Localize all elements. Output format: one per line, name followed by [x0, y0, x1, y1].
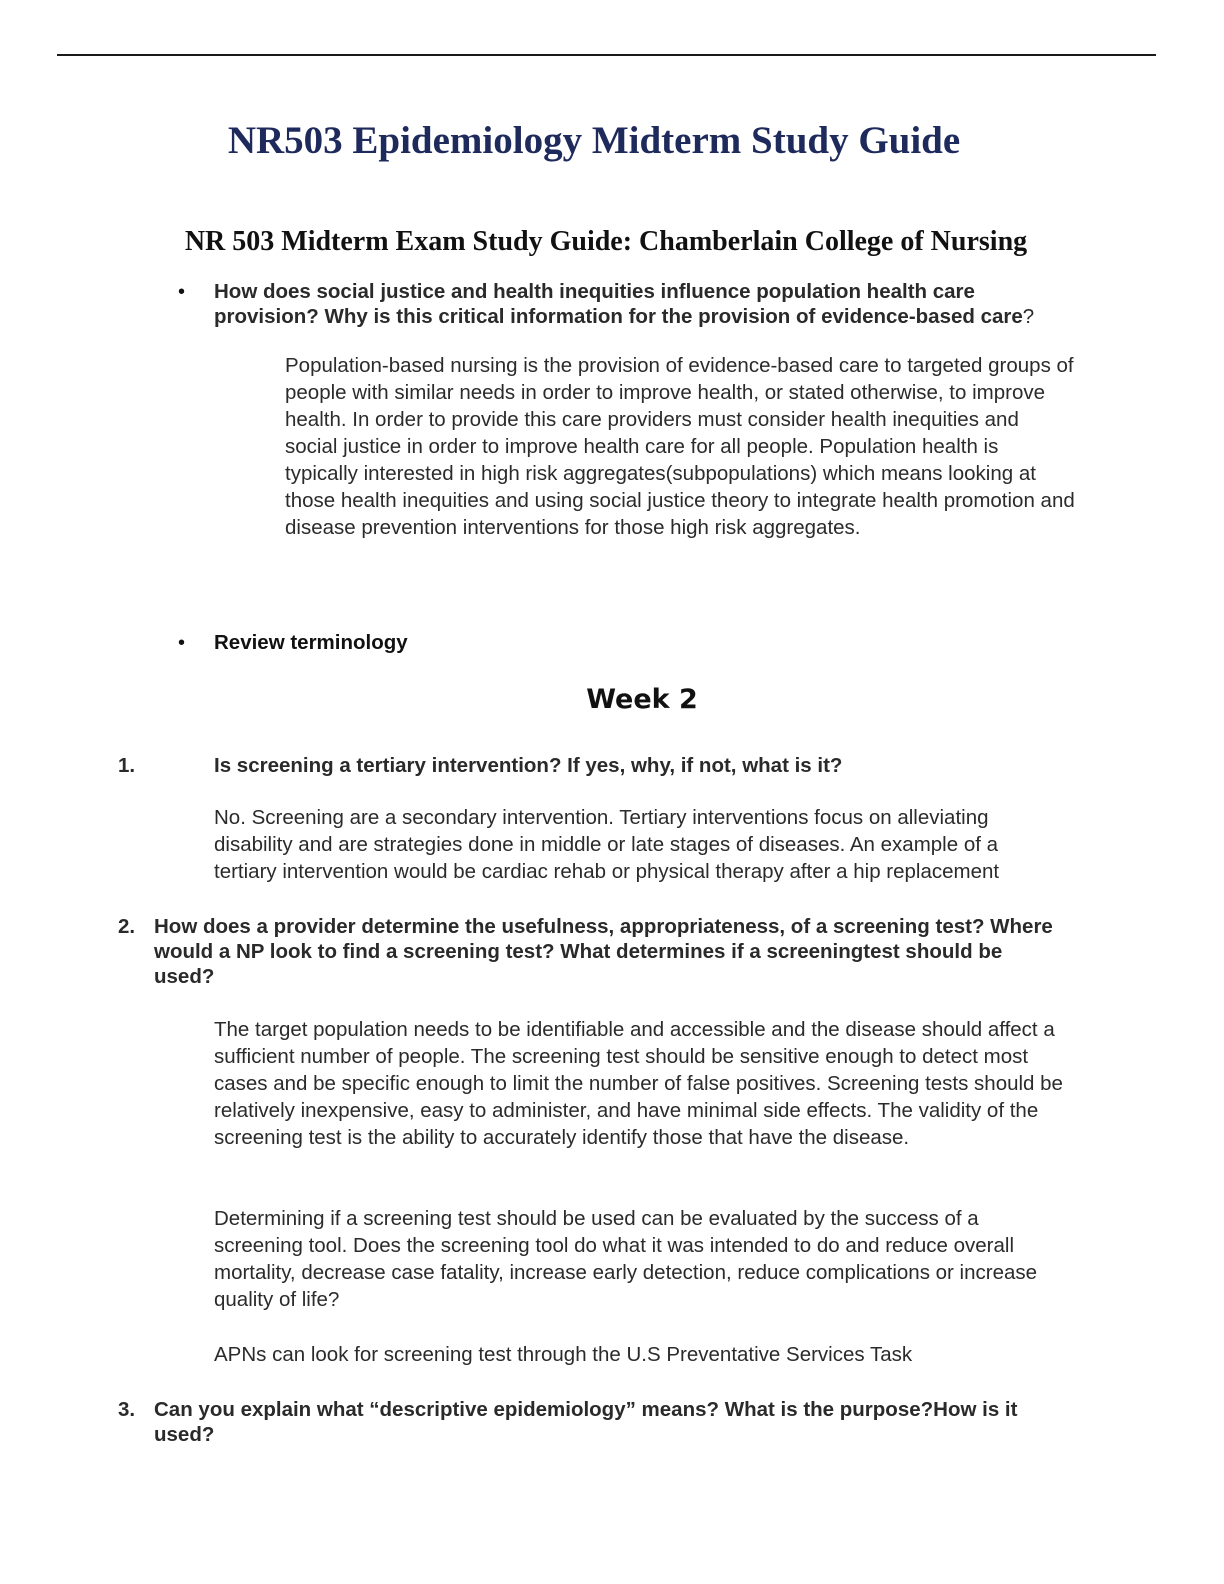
bullet-marker: • [178, 632, 186, 654]
answer-2-paragraph-1: The target population needs to be identifiable and accessible and the disease should affect a sufficient number of people. The screening test should be sensitive enough to detect most cases and be specific enough to limit the number of false positives. Screening tests should be relatively inexpensive, easy to administer, and have minimal side effects. The validity of the screening test is the ability to accurately identify those that have the disease. [214, 1018, 1063, 1149]
week-heading: Week 2 [586, 684, 698, 715]
bullet-review-terminology: Review terminology [214, 631, 408, 654]
question-3-text: Can you explain what “descriptive epidemiology” means? What is the purpose?How is it used? [154, 1398, 1018, 1446]
document-title: NR503 Epidemiology Midterm Study Guide [227, 119, 961, 162]
question-number: 1. [118, 754, 136, 777]
bullet-marker: • [178, 281, 186, 303]
question-mark: ? [1022, 305, 1035, 328]
question-2-text: How does a provider determine the usefulness, appropriateness, of a screening test? Where would a NP look to find a screening test? What determines if a screeningtest should be used? [154, 915, 1053, 988]
top-horizontal-rule [57, 54, 1156, 56]
question-number: 3. [118, 1398, 136, 1421]
answer-2-paragraph-3: APNs can look for screening test through the U.S Preventative Services Task [214, 1343, 913, 1366]
question-1-text: Is screening a tertiary intervention? If yes, why, if not, what is it? [214, 754, 843, 777]
answer-2-paragraph-2: Determining if a screening test should be used can be evaluated by the success of a screening tool. Does the screening tool do what it was intended to do and reduce overall mortality, decrease case fatality, increase early detection, reduce complications or increase quality of life? [214, 1207, 1038, 1311]
question-number: 2. [118, 915, 136, 938]
answer-social-justice: Population-based nursing is the provision of evidence-based care to targeted groups of people with similar needs in order to improve health, or stated otherwise, to improve health. In order to provide this care providers must consider health inequities and social justice in order to improve health care for all people. Population health is typically interested in high risk aggregates(subpopulations) which means looking at those health inequities and using social justice theory to integrate health promotion and disease prevention interventions for those high risk aggregates. [285, 354, 1075, 539]
answer-1-paragraph: No. Screening are a secondary intervention. Tertiary interventions focus on alleviating disability and are strategies done in middle or late stages of diseases. An example of a tertiary intervention would be cardiac rehab or physical therapy after a hip replacement [214, 806, 1000, 883]
document-subtitle: NR 503 Midterm Exam Study Guide: Chamberlain College of Nursing [184, 226, 1028, 257]
bullet-question-social-justice [214, 279, 1044, 329]
question-text: How does social justice and health inequities influence population health care provision? Why is this critical information for the provision of evidence-based care [214, 280, 1023, 328]
